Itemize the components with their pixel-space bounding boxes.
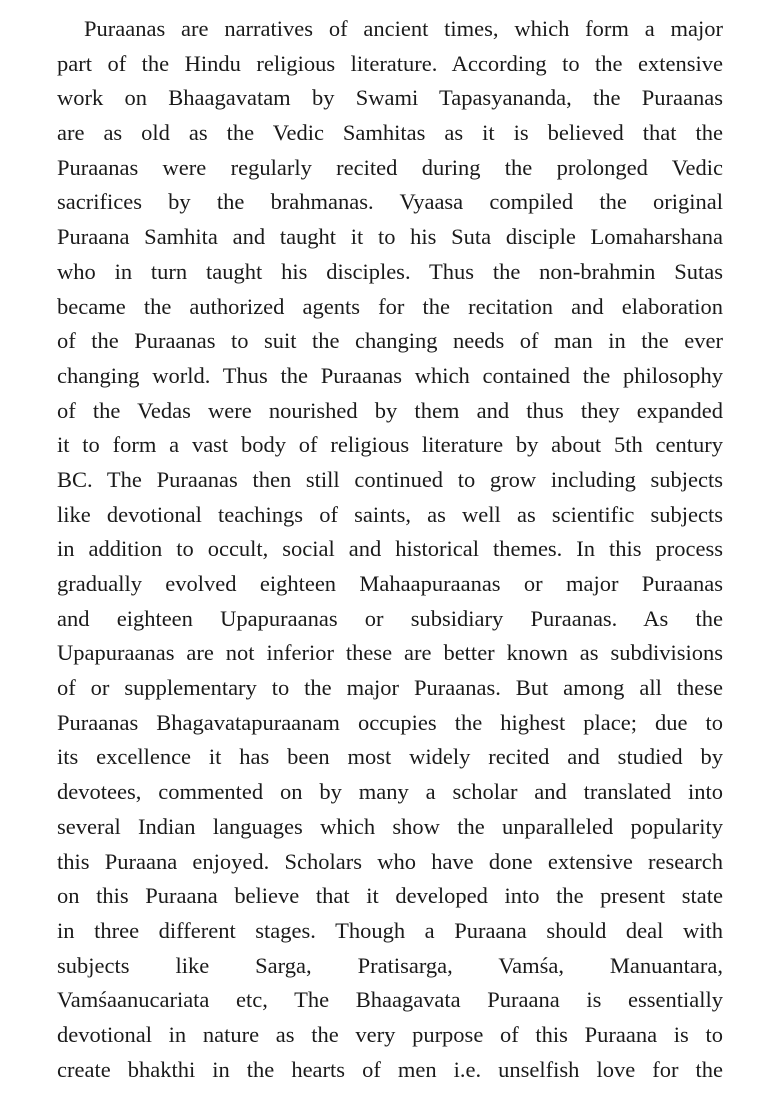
paragraph-line-17: gradually evolved eighteen Mahaapuraanas or major Puraanas (57, 571, 723, 596)
paragraph-line-16: in addition to occult, social and historical themes. In this process (57, 536, 723, 562)
paragraph-line-4: are as old as the Vedic Samhitas as it is believed that the (57, 120, 723, 146)
paragraph-line-22: its excellence it has been most widely recited and studied by (57, 744, 723, 770)
paragraph-line-10: of the Puraanas to suit the changing needs of man in the ever (57, 328, 723, 354)
paragraph-line-12: of the Vedas were nourished by them and thus they expanded (57, 397, 723, 423)
paragraph-line-31: create bhakthi in the hearts of men i.e. unselfish love for the (57, 1056, 723, 1082)
paragraph-line-27: in three different stages. Though a Puraana should deal with (57, 917, 723, 943)
paragraph-line-19: Upapuraanas are not inferior these are better known as subdivisions (57, 640, 723, 666)
paragraph-line-2: part of the Hindu religious literature. According to the extensive (57, 50, 723, 76)
paragraph-line-30: devotional in nature as the very purpose of this Puraana is to (57, 1021, 723, 1047)
paragraph-line-1: Puraanas are narratives of ancient times, which form a major (84, 16, 723, 41)
paragraph-line-29: Vamśaanucariata etc, The Bhaagavata Puraana is essentially (57, 987, 723, 1013)
paragraph-line-6: sacrifices by the brahmanas. Vyaasa compiled the original (57, 189, 723, 215)
paragraph-line-13: it to form a vast body of religious literature by about 5th century (57, 432, 723, 458)
paragraph-line-7: Puraana Samhita and taught it to his Suta disciple Lomaharshana (57, 224, 723, 250)
paragraph-line-8: who in turn taught his disciples. Thus the non-brahmin Sutas (57, 258, 723, 284)
paragraph-line-11: changing world. Thus the Puraanas which contained the philosophy (57, 362, 723, 388)
paragraph-line-24: several Indian languages which show the unparalleled popularity (57, 813, 723, 839)
paragraph-line-18: and eighteen Upapuraanas or subsidiary Puraanas. As the (57, 605, 723, 631)
paragraph-line-28: subjects like Sarga, Pratisarga, Vamśa, Manuantara, (57, 952, 723, 978)
paragraph-line-3: work on Bhaagavatam by Swami Tapasyananda, the Puraanas (57, 85, 723, 111)
document-page (57, 12, 723, 1087)
paragraph-line-21: Puraanas Bhagavatapuraanam occupies the highest place; due to (57, 709, 723, 735)
paragraph-line-20: of or supplementary to the major Puraanas. But among all these (57, 675, 723, 701)
paragraph-line-5: Puraanas were regularly recited during the prolonged Vedic (57, 154, 723, 180)
paragraph-line-23: devotees, commented on by many a scholar and translated into (57, 779, 723, 805)
paragraph-line-15: like devotional teachings of saints, as well as scientific subjects (57, 501, 723, 527)
paragraph-line-26: on this Puraana believe that it developed into the present state (57, 883, 723, 909)
paragraph-line-9: became the authorized agents for the recitation and elaboration (57, 293, 723, 319)
body-paragraph (57, 12, 723, 1087)
paragraph-line-25: this Puraana enjoyed. Scholars who have done extensive research (57, 848, 723, 874)
paragraph-line-14: BC. The Puraanas then still continued to grow including subjects (57, 466, 723, 492)
